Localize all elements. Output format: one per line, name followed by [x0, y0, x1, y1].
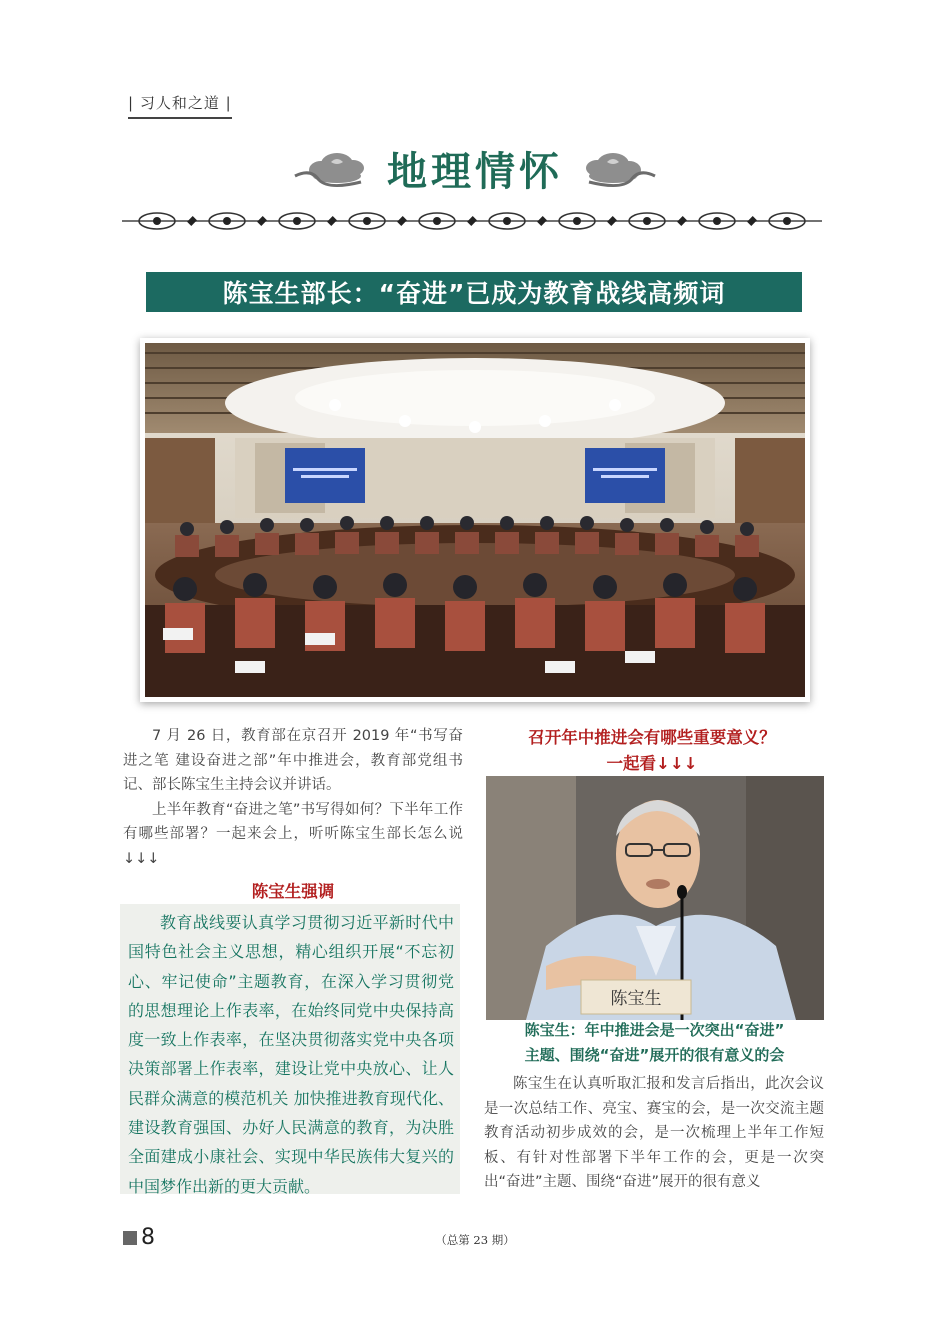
emphasis-box: [120, 904, 460, 1194]
meeting-room-illustration: [145, 343, 805, 697]
ornament-divider-icon: [122, 208, 822, 234]
emphasis-text: 教育战线要认真学习贯彻习近平新时代中国特色社会主义思想，精心组织开展“不忘初心、牢记使命”主题教育，在深入学习贯彻党的思想理论上作表率，在始终同党中央保持高度一致上作表率，在坚决贯彻落实党中央各项决策部署上作表率，建设让党中央放心、让人民群众满意的模范机关 加快推进教育现代化、建设教育强国、办好人民满意的教育，为决胜全面建成小康社会、实现中华民族伟大复兴的中国梦作出新的更大贡献。: [128, 913, 454, 1196]
question-heading: [482, 725, 822, 777]
page-number-text: 8: [141, 1225, 155, 1250]
intro-paragraph-2: 上半年教育“奋进之笔”书写得如何？下半年工作有哪些部署？一起来会上，听听陈宝生部长怎么说↓↓↓: [123, 801, 463, 867]
speaker-portrait: [486, 776, 824, 1020]
caption-line-1: 陈宝生：年中推进会是一次突出“奋进”: [524, 1021, 785, 1039]
question-line-1: 召开年中推进会有哪些重要意义？: [528, 728, 776, 747]
right-paragraph: 陈宝生在认真听取汇报和发言后指出，此次会议是一次总结工作、亮宝、赛宝的会，是一次交流主题教育活动初步成效的会，是一次梳理上半年工作短板、有针对性部署下半年工作的会，更是一次突出“奋进”主题、围绕“奋进”展开的很有意义: [484, 1076, 824, 1190]
cloud-left-icon: [291, 146, 377, 190]
section-title: [255, 142, 695, 194]
caption-line-2: 主题、围绕“奋进”展开的很有意义的会: [524, 1046, 785, 1064]
meeting-photo: [140, 338, 810, 702]
question-line-2: 一起看↓↓↓: [606, 754, 698, 773]
article-title-banner: 陈宝生部长：“奋进”已成为教育战线高频词: [146, 272, 802, 312]
cloud-right-icon: [573, 146, 659, 190]
page-number: [123, 1225, 155, 1250]
portrait-caption: [482, 1018, 827, 1068]
portrait-nameplate: 陈宝生: [610, 989, 662, 1009]
emphasis-heading: 陈宝生强调: [251, 882, 335, 901]
page-marker-icon: [123, 1231, 137, 1245]
section-title-text: 地理情怀: [387, 147, 563, 195]
right-body-text: [484, 1072, 824, 1195]
intro-paragraph-1: 7 月 26 日，教育部在京召开 2019 年“书写奋进之笔 建设奋进之部”年中推进会，教育部党组书记、部长陈宝生主持会议并讲话。: [123, 728, 463, 793]
intro-text: [123, 724, 463, 871]
column-tag: | 习人和之道 |: [128, 92, 232, 119]
issue-number: （总第 23 期）: [435, 1233, 515, 1247]
